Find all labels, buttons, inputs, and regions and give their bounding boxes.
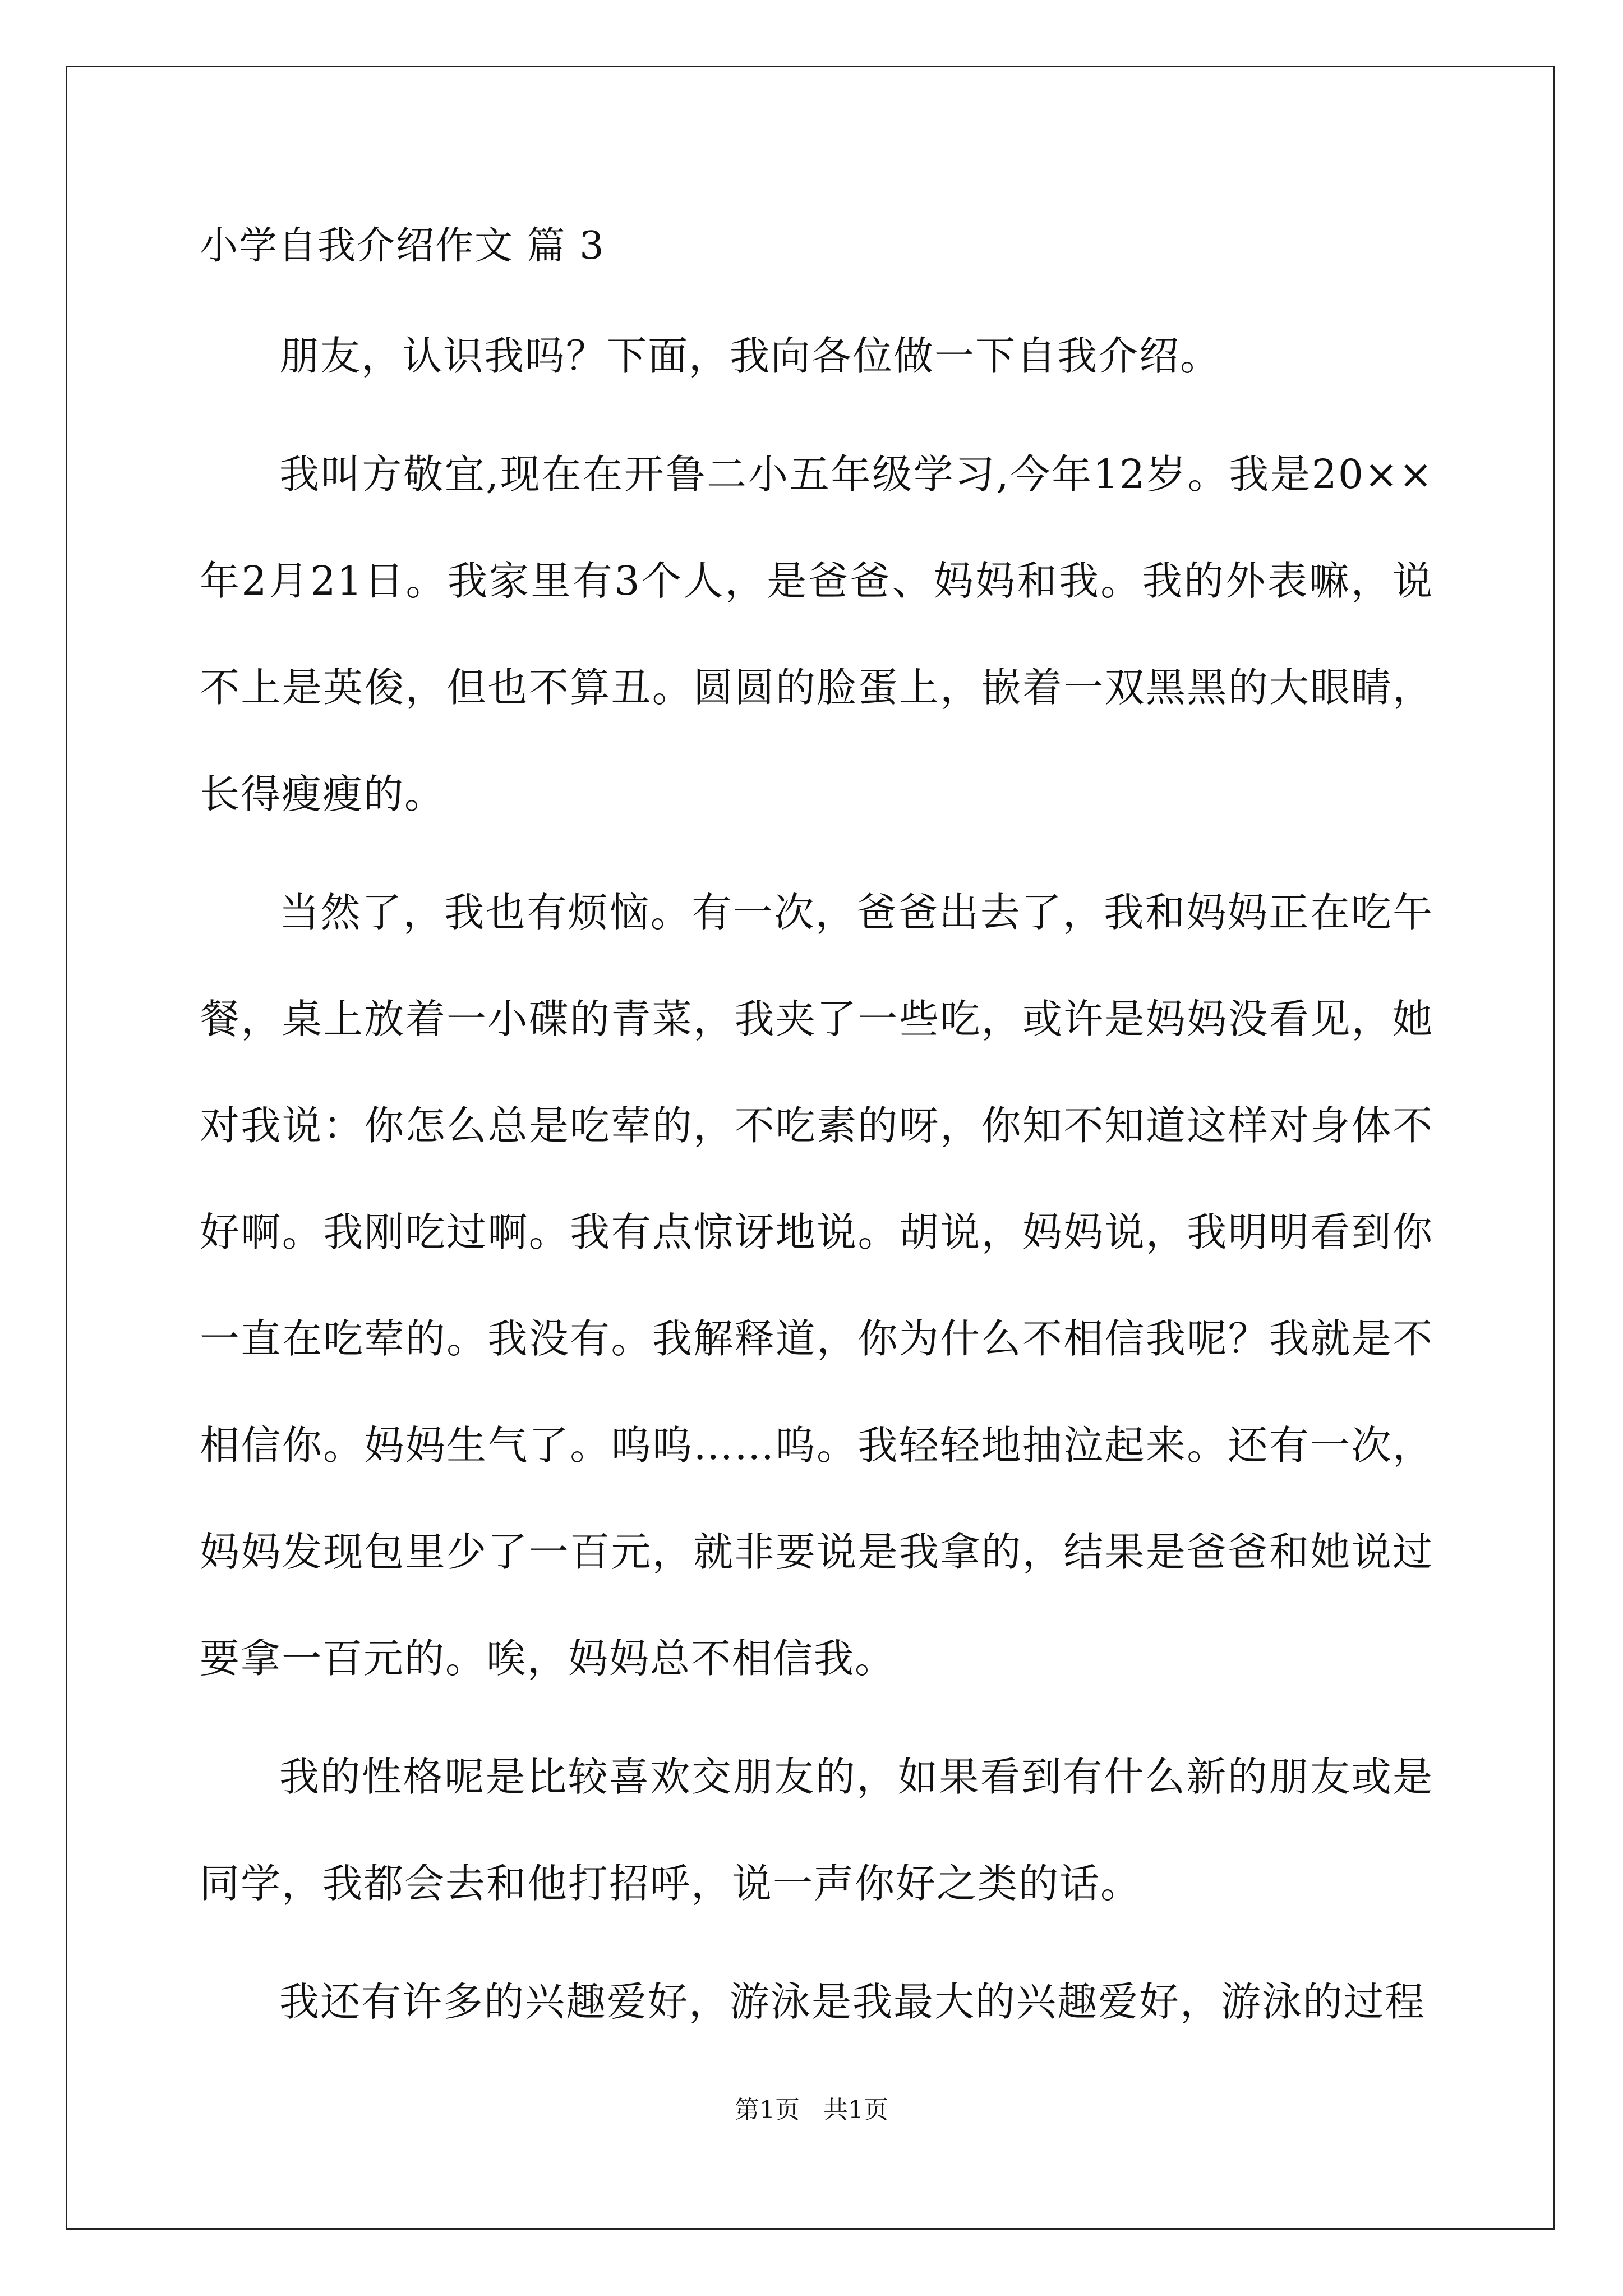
paragraph-worries: 当然了，我也有烦恼。有一次，爸爸出去了，我和妈妈正在吃午餐，桌上放着一小碟的青菜，我夹了一些吃，或许是妈妈没看见，她对我说：你怎么总是吃荤的，不吃素的呀，你知不知道这样对身体不好啊。我刚吃过啊。我有点惊讶地说。胡说，妈妈说，我明明看到你一直在吃荤的。我没有。我解释道，你为什么不相信我呢？我就是不相信你。妈妈生气了。呜呜……呜。我轻轻地抽泣起来。还有一次，妈妈发现包里少了一百元，就非要说是我拿的，结果是爸爸和她说过要拿一百元的。唉，妈妈总不相信我。 bbox=[200, 889, 1433, 1682]
page-number-footer: 第1页 共1页 bbox=[735, 2096, 888, 2124]
document-body bbox=[200, 303, 1433, 2067]
paragraph-hobbies: 我还有许多的兴趣爱好，游泳是我最大的兴趣爱好，游泳的过程 bbox=[279, 1978, 1426, 2025]
paragraph-personality: 我的性格呢是比较喜欢交朋友的，如果看到有什么新的朋友或是同学，我都会去和他打招呼，说一声你好之类的话。 bbox=[200, 1754, 1433, 1907]
document-title: 小学自我介绍作文 篇 3 bbox=[200, 224, 605, 268]
paragraph-intro: 朋友，认识我吗？下面，我向各位做一下自我介绍。 bbox=[279, 333, 1221, 379]
paragraph-basic-info: 我叫方敬宜,现在在开鲁二小五年级学习,今年12岁。我是20××年2月21日。我家里有3个人，是爸爸、妈妈和我。我的外表嘛，说不上是英俊，但也不算丑。圆圆的脸蛋上，嵌着一双黑黑的大眼睛，长得瘦瘦的。 bbox=[200, 451, 1433, 817]
